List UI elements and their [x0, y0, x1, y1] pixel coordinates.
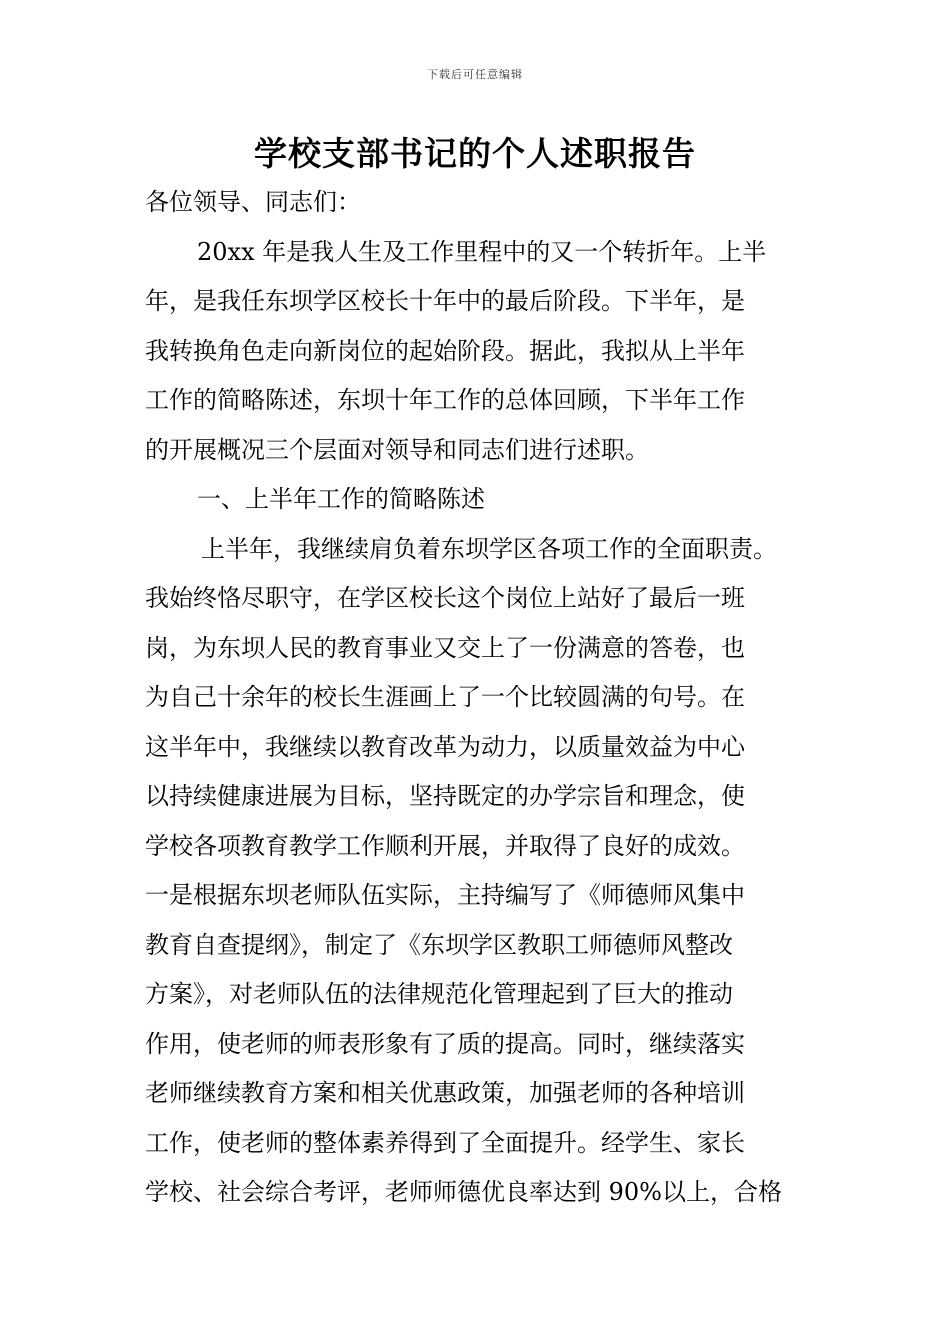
paragraph-line: 作用，使老师的师表形象有了质的提高。同时，继续落实: [145, 1029, 745, 1058]
paragraph-line: 学校各项教育教学工作顺利开展，并取得了良好的成效。: [145, 831, 745, 860]
section-heading: 一、上半年工作的简略陈述: [197, 485, 485, 513]
paragraph-line: 一是根据东坝老师队伍实际，主持编写了《师德师风集中: [145, 881, 745, 909]
paragraph-line: 年，是我任东坝学区校长十年中的最后阶段。下半年，是: [145, 287, 745, 315]
paragraph-line: 的开展概况三个层面对领导和同志们进行述职。: [145, 435, 649, 464]
salutation: 各位领导、同志们：: [145, 188, 361, 216]
paragraph-line: 学校、社会综合考评，老师师德优良率达到 90%以上，合格: [145, 1178, 782, 1206]
document-title: 学校支部书记的个人述职报告: [254, 134, 696, 173]
paragraph-line: 以持续健康进展为目标，坚持既定的办学宗旨和理念，使: [145, 782, 745, 810]
paragraph-line: 为自己十余年的校长生涯画上了一个比较圆满的句号。在: [145, 683, 745, 711]
paragraph-line: 我始终恪尽职守，在学区校长这个岗位上站好了最后一班: [145, 584, 745, 612]
paragraph-line: 方案》，对老师队伍的法律规范化管理起到了巨大的推动: [145, 980, 733, 1008]
paragraph-line: 工作的简略陈述，东坝十年工作的总体回顾，下半年工作: [145, 386, 745, 414]
document-body: [145, 178, 810, 1218]
paragraph-line: 这半年中，我继续以教育改革为动力，以质量效益为中心: [145, 732, 745, 761]
paragraph-line: 20xx 年是我人生及工作里程中的又一个转折年。上半: [197, 237, 767, 266]
paragraph-line: 岗，为东坝人民的教育事业又交上了一份满意的答卷，也: [145, 633, 745, 662]
paragraph-line: 我转换角色走向新岗位的起始阶段。据此，我拟从上半年: [145, 336, 745, 365]
paragraph-line: 工作，使老师的整体素养得到了全面提升。经学生、家长: [145, 1128, 745, 1157]
page-header-note: 下载后可任意编辑: [427, 68, 523, 81]
paragraph-line: 上半年，我继续肩负着东坝学区各项工作的全面职责。: [201, 534, 777, 563]
paragraph-line: 教育自查提纲》，制定了《东坝学区教职工师德师风整改: [145, 930, 733, 959]
paragraph-line: 老师继续教育方案和相关优惠政策，加强老师的各种培训: [145, 1079, 745, 1107]
